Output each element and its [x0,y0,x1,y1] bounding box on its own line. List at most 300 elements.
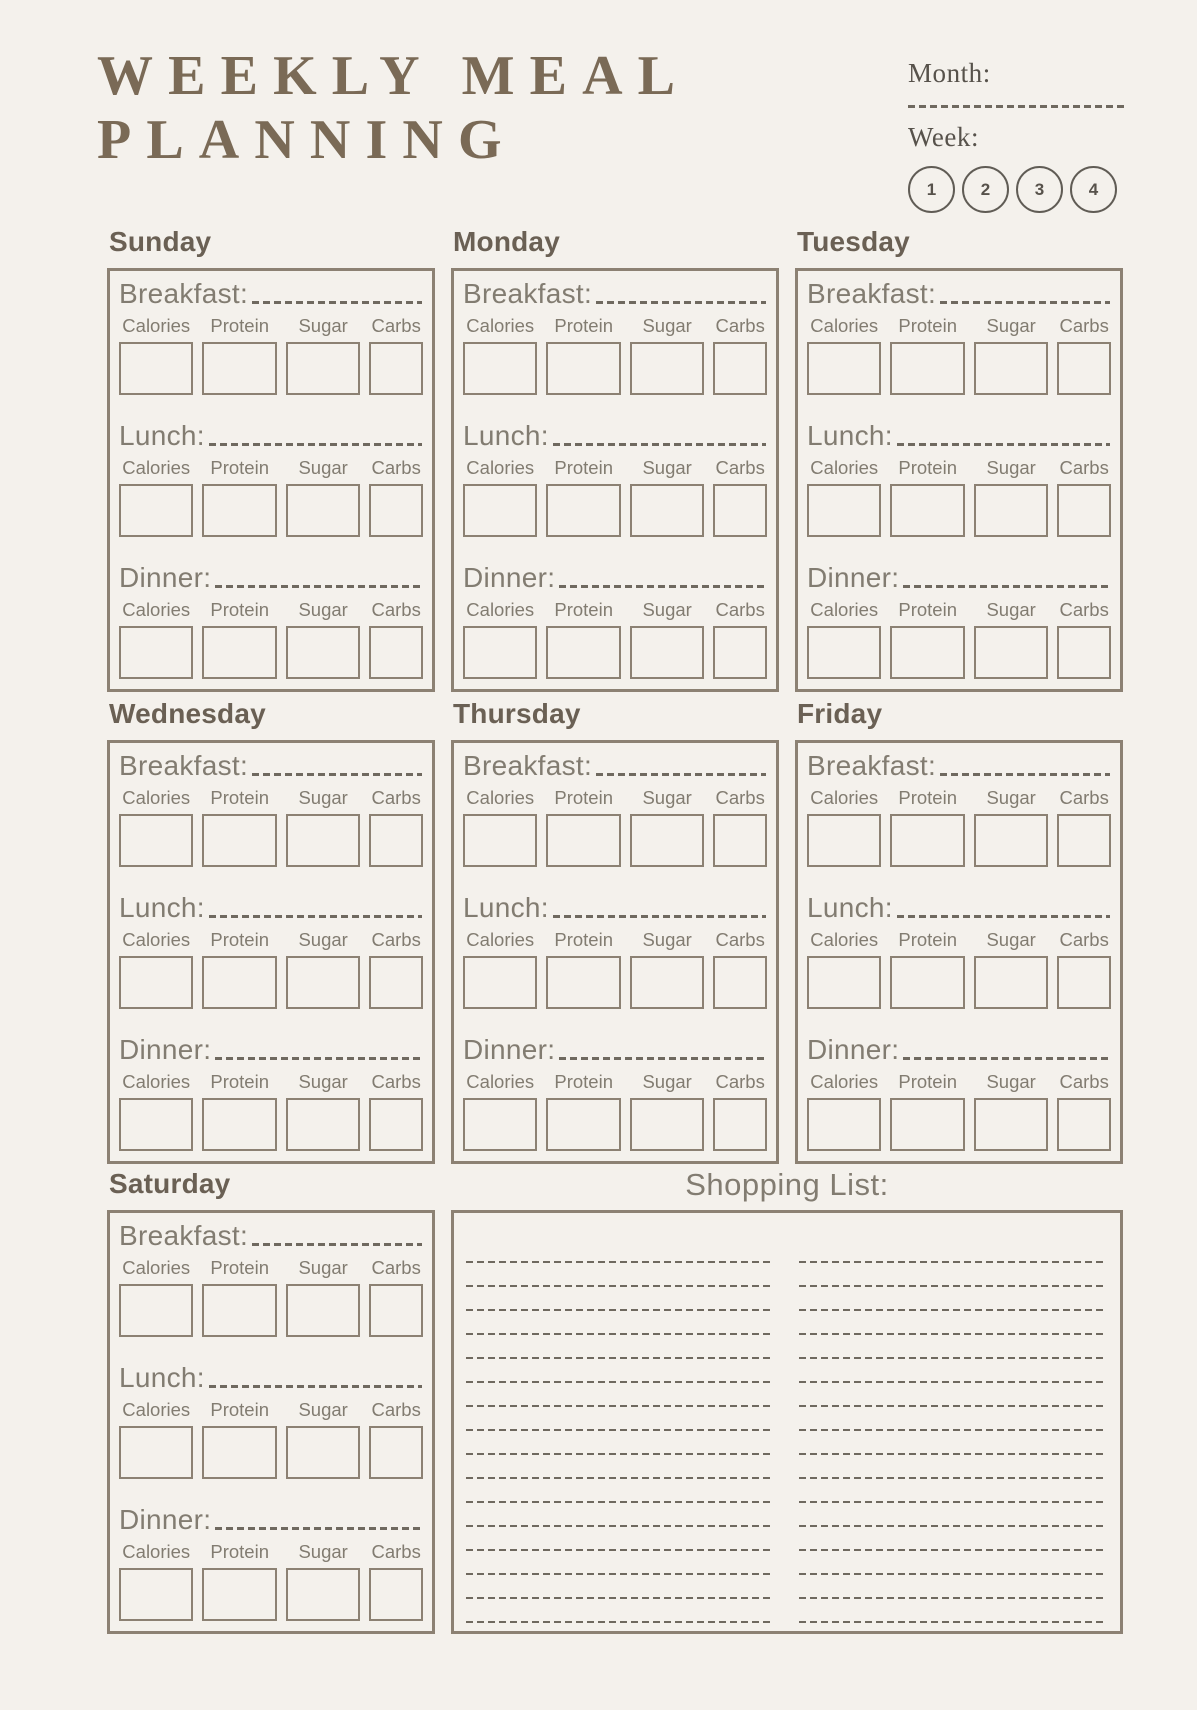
metric-label-calories: Calories [122,315,191,336]
day-title: Tuesday [797,226,910,257]
meal-row [807,419,1111,537]
shopping-list-line[interactable] [466,1479,773,1503]
meal-row [119,1503,423,1621]
metric-label-sugar: Sugar [642,929,692,950]
metric-box-sugar[interactable] [286,1284,360,1337]
metric-box-carbs[interactable] [1057,956,1111,1009]
meal-entry-line[interactable] [559,1057,766,1060]
meal-label: Dinner: [119,1034,212,1065]
day-title: Friday [797,698,883,729]
metric-label-protein: Protein [898,457,957,478]
shopping-list-line[interactable] [466,1431,773,1455]
shopping-list-line[interactable] [799,1311,1106,1335]
metric-box-protein[interactable] [202,1098,276,1151]
day-card-friday [795,740,1123,1164]
metric-label-carbs: Carbs [1059,1071,1109,1092]
meal-entry-line[interactable] [903,1057,1110,1060]
day-title: Sunday [109,226,212,257]
metric-box-sugar[interactable] [974,814,1048,867]
metric-boxes-row [119,342,423,395]
metric-label-calories: Calories [466,599,535,620]
metric-box-protein[interactable] [202,342,276,395]
days-row-3 [107,1168,1123,1634]
metric-box-calories[interactable] [463,626,537,679]
week-option-2[interactable]: 2 [962,166,1009,213]
shopping-list-lines [454,1213,1120,1631]
metric-label-carbs: Carbs [1059,929,1109,950]
metric-label-carbs: Carbs [371,1399,421,1420]
metric-label-calories: Calories [810,599,879,620]
metric-box-protein[interactable] [890,342,964,395]
meal-entry-line[interactable] [209,443,422,446]
metric-label-carbs: Carbs [715,787,765,808]
meal-head [807,891,1111,925]
metric-label-protein: Protein [210,1257,269,1278]
shopping-list-line[interactable] [466,1287,773,1311]
metric-label-calories: Calories [122,787,191,808]
metric-box-calories[interactable] [119,1098,193,1151]
metric-label-calories: Calories [466,457,535,478]
metric-boxes-row [119,1098,423,1151]
metrics-row [807,457,1111,479]
shopping-list-line[interactable] [466,1263,773,1287]
metric-box-sugar[interactable] [630,814,704,867]
metric-boxes-row [119,1426,423,1479]
metric-box-carbs[interactable] [1057,1098,1111,1151]
shopping-list-box [451,1210,1123,1634]
meal-label: Lunch: [463,420,549,451]
shopping-list-line[interactable] [799,1527,1106,1551]
shopping-list-line[interactable] [799,1335,1106,1359]
shopping-list-line[interactable] [466,1527,773,1551]
metric-box-calories[interactable] [119,814,193,867]
days-row-1 [107,226,1123,692]
metric-box-calories[interactable] [463,1098,537,1151]
metric-box-carbs[interactable] [1057,814,1111,867]
meal-label: Lunch: [807,420,893,451]
metric-box-carbs[interactable] [369,342,423,395]
metric-box-sugar[interactable] [974,956,1048,1009]
day-section-tuesday [795,226,1123,692]
shopping-list-line[interactable] [466,1575,773,1599]
metric-label-carbs: Carbs [715,1071,765,1092]
metric-box-sugar[interactable] [286,1568,360,1621]
meal-label: Lunch: [119,420,205,451]
meal-row [463,419,767,537]
metric-label-sugar: Sugar [298,1399,348,1420]
metric-box-carbs[interactable] [1057,342,1111,395]
metric-label-carbs: Carbs [715,929,765,950]
metric-boxes-row [119,956,423,1009]
metric-boxes-row [463,484,767,537]
metric-box-protein[interactable] [202,484,276,537]
meal-row [119,1033,423,1151]
meal-entry-line[interactable] [215,1057,422,1060]
meal-head [807,277,1111,311]
day-card-sunday [107,268,435,692]
meal-row [463,561,767,679]
shopping-list-line[interactable] [799,1287,1106,1311]
meal-row [119,1361,423,1479]
metric-label-calories: Calories [122,457,191,478]
metric-box-sugar[interactable] [286,484,360,537]
metric-label-calories: Calories [466,787,535,808]
metric-box-protein[interactable] [546,626,620,679]
meal-row [119,891,423,1009]
metric-box-carbs[interactable] [1057,626,1111,679]
metrics-row [807,1071,1111,1093]
metric-label-calories: Calories [810,787,879,808]
metric-box-calories[interactable] [807,626,881,679]
shopping-list-line[interactable] [799,1479,1106,1503]
metric-label-protein: Protein [210,599,269,620]
metric-box-protein[interactable] [202,814,276,867]
meal-head [119,1503,423,1537]
metric-box-carbs[interactable] [713,1098,767,1151]
metric-label-sugar: Sugar [986,599,1036,620]
meal-label: Breakfast: [463,750,593,781]
meal-entry-line[interactable] [209,1385,422,1388]
metric-box-protein[interactable] [202,956,276,1009]
metric-box-protein[interactable] [202,1426,276,1479]
metric-label-carbs: Carbs [371,457,421,478]
metric-label-protein: Protein [210,929,269,950]
metric-label-protein: Protein [554,315,613,336]
metrics-row [463,1071,767,1093]
shopping-list-line[interactable] [466,1359,773,1383]
metric-label-protein: Protein [554,787,613,808]
metric-box-carbs[interactable] [369,1098,423,1151]
shopping-list-line[interactable] [799,1599,1106,1623]
meal-head [119,891,423,925]
metric-boxes-row [463,956,767,1009]
month-input-line[interactable] [908,105,1124,108]
metric-box-protein[interactable] [890,484,964,537]
meal-head [119,1219,423,1253]
metric-box-protein[interactable] [890,956,964,1009]
metrics-row [119,599,423,621]
meal-row [119,419,423,537]
metric-box-sugar[interactable] [286,626,360,679]
metric-boxes-row [119,626,423,679]
metric-boxes-row [807,484,1111,537]
metric-label-carbs: Carbs [371,1071,421,1092]
meal-entry-line[interactable] [252,1243,422,1246]
metric-label-calories: Calories [122,1399,191,1420]
metric-label-carbs: Carbs [371,929,421,950]
metric-box-protein[interactable] [202,1568,276,1621]
metric-boxes-row [463,1098,767,1151]
day-title: Saturday [109,1168,231,1199]
metric-box-calories[interactable] [807,484,881,537]
meal-entry-line[interactable] [940,301,1110,304]
meal-entry-line[interactable] [215,1527,422,1530]
day-section-wednesday [107,698,435,1164]
metric-label-sugar: Sugar [986,457,1036,478]
month-label: Month: [908,58,991,88]
metric-label-carbs: Carbs [1059,787,1109,808]
meal-label: Lunch: [463,892,549,923]
metrics-row [463,787,767,809]
day-card-saturday [107,1210,435,1634]
metric-box-calories[interactable] [463,814,537,867]
metric-label-carbs: Carbs [715,599,765,620]
metric-box-carbs[interactable] [369,626,423,679]
meal-entry-line[interactable] [903,585,1110,588]
metric-box-protein[interactable] [890,814,964,867]
metrics-row [119,929,423,951]
metric-box-calories[interactable] [119,342,193,395]
metric-box-protein[interactable] [546,814,620,867]
shopping-list-line[interactable] [799,1551,1106,1575]
metric-label-protein: Protein [554,929,613,950]
metric-label-calories: Calories [122,599,191,620]
shopping-list-line[interactable] [799,1359,1106,1383]
day-section-saturday [107,1168,435,1634]
metric-label-protein: Protein [554,1071,613,1092]
metric-label-carbs: Carbs [371,599,421,620]
meal-entry-line[interactable] [553,443,766,446]
shopping-list-line[interactable] [466,1551,773,1575]
day-card-thursday [451,740,779,1164]
metric-box-calories[interactable] [807,342,881,395]
metric-label-calories: Calories [466,1071,535,1092]
week-option-1[interactable]: 1 [908,166,955,213]
page-title-line-2: PLANNING [97,109,517,171]
metric-box-carbs[interactable] [369,1568,423,1621]
metric-label-sugar: Sugar [298,457,348,478]
metric-label-protein: Protein [210,457,269,478]
metric-box-sugar[interactable] [974,1098,1048,1151]
meal-label: Breakfast: [463,278,593,309]
metric-label-protein: Protein [210,1541,269,1562]
meal-head [463,277,767,311]
metrics-row [119,1071,423,1093]
metric-box-protein[interactable] [890,626,964,679]
meal-head [463,419,767,453]
metric-box-calories[interactable] [119,1284,193,1337]
meal-entry-line[interactable] [553,915,766,918]
meal-entry-line[interactable] [596,773,766,776]
metric-label-sugar: Sugar [986,929,1036,950]
meal-label: Breakfast: [119,750,249,781]
metric-box-calories[interactable] [119,956,193,1009]
metric-box-protein[interactable] [546,342,620,395]
metric-label-sugar: Sugar [986,315,1036,336]
meal-entry-line[interactable] [897,915,1110,918]
shopping-list-line[interactable] [799,1575,1106,1599]
meal-label: Dinner: [463,562,556,593]
day-title: Wednesday [109,698,266,729]
metric-box-calories[interactable] [463,956,537,1009]
metric-box-sugar[interactable] [974,626,1048,679]
metric-box-protein[interactable] [546,956,620,1009]
metric-box-calories[interactable] [119,484,193,537]
shopping-list-line[interactable] [466,1335,773,1359]
metric-label-calories: Calories [466,315,535,336]
shopping-list-line[interactable] [799,1455,1106,1479]
metric-box-sugar[interactable] [630,1098,704,1151]
meal-row [463,1033,767,1151]
shopping-list-line[interactable] [466,1311,773,1335]
metric-box-calories[interactable] [807,814,881,867]
metrics-row [119,1399,423,1421]
metric-box-sugar[interactable] [286,342,360,395]
meal-row [807,277,1111,395]
meal-row [463,277,767,395]
metric-box-sugar[interactable] [630,956,704,1009]
week-option-4[interactable]: 4 [1070,166,1117,213]
metric-label-sugar: Sugar [642,457,692,478]
shopping-list-line[interactable] [799,1263,1106,1287]
metric-boxes-row [463,626,767,679]
week-option-3[interactable]: 3 [1016,166,1063,213]
meal-row [807,561,1111,679]
meal-head [119,277,423,311]
metric-label-protein: Protein [898,315,957,336]
meal-entry-line[interactable] [897,443,1110,446]
shopping-list-title: Shopping List: [685,1167,889,1202]
shopping-list-line[interactable] [799,1239,1106,1263]
metric-box-carbs[interactable] [1057,484,1111,537]
metric-box-sugar[interactable] [630,342,704,395]
metric-box-calories[interactable] [807,1098,881,1151]
metric-box-calories[interactable] [463,342,537,395]
meal-label: Dinner: [807,1034,900,1065]
days-row-2 [107,698,1123,1164]
metric-label-protein: Protein [554,457,613,478]
meal-row [807,749,1111,867]
shopping-list-line[interactable] [799,1383,1106,1407]
metric-box-carbs[interactable] [369,814,423,867]
metric-label-calories: Calories [122,1257,191,1278]
metric-box-carbs[interactable] [713,956,767,1009]
shopping-list-line[interactable] [466,1407,773,1431]
metric-box-calories[interactable] [119,626,193,679]
meal-label: Lunch: [119,1362,205,1393]
metric-box-protein[interactable] [890,1098,964,1151]
metric-label-carbs: Carbs [1059,599,1109,620]
metric-box-carbs[interactable] [369,484,423,537]
meal-entry-line[interactable] [596,301,766,304]
meal-label: Breakfast: [807,278,937,309]
metric-box-sugar[interactable] [286,1426,360,1479]
metric-box-carbs[interactable] [369,1284,423,1337]
metrics-row [119,315,423,337]
metric-box-sugar[interactable] [286,1098,360,1151]
metric-box-protein[interactable] [546,484,620,537]
metric-label-protein: Protein [210,787,269,808]
shopping-list-line[interactable] [799,1431,1106,1455]
metrics-row [463,315,767,337]
metric-label-protein: Protein [210,1071,269,1092]
metric-label-sugar: Sugar [986,1071,1036,1092]
meal-head [463,891,767,925]
metric-box-sugar[interactable] [630,484,704,537]
meal-row [119,1219,423,1337]
metric-box-sugar[interactable] [974,342,1048,395]
metrics-row [807,599,1111,621]
day-card-wednesday [107,740,435,1164]
metric-box-protein[interactable] [546,1098,620,1151]
meal-head [463,561,767,595]
meal-head [463,1033,767,1067]
metric-boxes-row [119,1284,423,1337]
meal-head [807,561,1111,595]
metric-box-carbs[interactable] [713,626,767,679]
metrics-row [463,599,767,621]
metric-box-protein[interactable] [202,1284,276,1337]
metric-box-carbs[interactable] [369,956,423,1009]
page-title-line-1: WEEKLY MEAL [97,45,691,107]
metric-box-calories[interactable] [807,956,881,1009]
metric-label-calories: Calories [810,457,879,478]
metrics-row [807,315,1111,337]
meal-row [119,561,423,679]
shopping-list-line[interactable] [466,1455,773,1479]
meal-row [807,891,1111,1009]
metric-box-calories[interactable] [463,484,537,537]
metric-boxes-row [119,1568,423,1621]
metric-box-sugar[interactable] [630,626,704,679]
metrics-row [119,787,423,809]
metric-box-sugar[interactable] [974,484,1048,537]
metric-box-carbs[interactable] [369,1426,423,1479]
metric-label-sugar: Sugar [298,1257,348,1278]
meal-label: Dinner: [463,1034,556,1065]
meal-entry-line[interactable] [252,773,422,776]
meal-label: Breakfast: [119,1220,249,1251]
meal-head [119,561,423,595]
metric-label-sugar: Sugar [298,1071,348,1092]
meal-entry-line[interactable] [209,915,422,918]
metric-box-carbs[interactable] [713,814,767,867]
meal-head [807,419,1111,453]
meal-head [807,1033,1111,1067]
meal-label: Lunch: [807,892,893,923]
meal-entry-line[interactable] [559,585,766,588]
metric-label-calories: Calories [810,315,879,336]
metric-box-calories[interactable] [119,1568,193,1621]
metric-boxes-row [463,342,767,395]
metric-box-sugar[interactable] [286,956,360,1009]
meal-label: Dinner: [119,1504,212,1535]
metric-label-carbs: Carbs [371,787,421,808]
shopping-list-line[interactable] [466,1599,773,1623]
meal-entry-line[interactable] [940,773,1110,776]
day-section-sunday [107,226,435,692]
metric-label-protein: Protein [210,315,269,336]
shopping-list-line[interactable] [466,1383,773,1407]
shopping-list-line[interactable] [799,1407,1106,1431]
metric-box-carbs[interactable] [713,484,767,537]
metric-box-sugar[interactable] [286,814,360,867]
shopping-list-line[interactable] [466,1239,773,1263]
meal-entry-line[interactable] [252,301,422,304]
meal-entry-line[interactable] [215,585,422,588]
metric-label-sugar: Sugar [298,315,348,336]
shopping-list-line[interactable] [466,1503,773,1527]
meal-row [807,1033,1111,1151]
meal-label: Dinner: [119,562,212,593]
metric-label-calories: Calories [122,929,191,950]
metric-box-carbs[interactable] [713,342,767,395]
metric-label-calories: Calories [466,929,535,950]
shopping-list-line[interactable] [799,1503,1106,1527]
meal-head [119,1033,423,1067]
metric-box-protein[interactable] [202,626,276,679]
metric-box-calories[interactable] [119,1426,193,1479]
